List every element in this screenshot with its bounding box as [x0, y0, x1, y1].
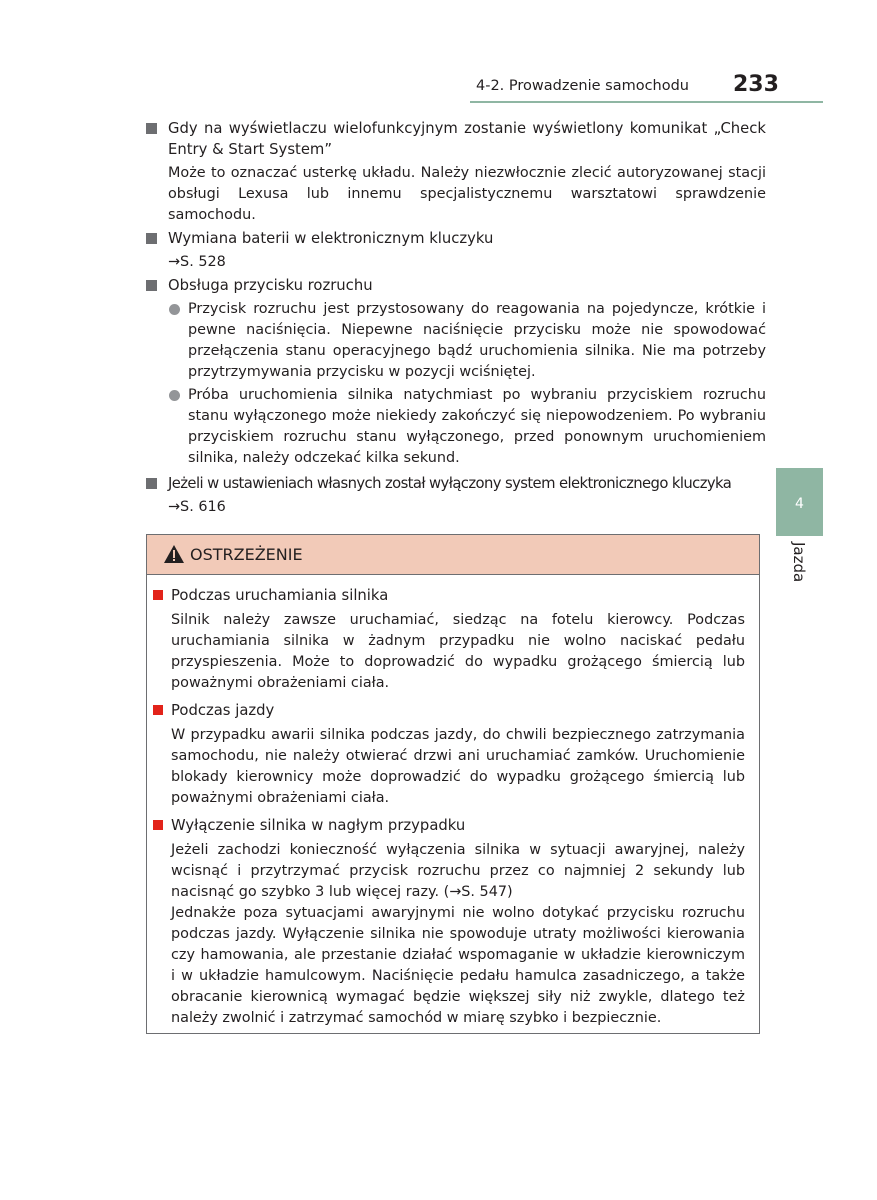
list-item: Przycisk rozruchu jest przystosowany do reagowania na pojedyncze, krótkie i pewne naciśnięcia. Niepewne naciśnięcie przycisku może nie spowodować przełączenia stanu operacyjnego bądź uruchomienia silnika. Nie ma potrzeby przytrzymywania przycisku w pozycji wciśniętej. — [146, 299, 766, 383]
page-header-section: 4-2. Prowadzenie samochodu — [476, 78, 689, 94]
page-number: 233 — [733, 72, 779, 97]
warning-item-heading: Podczas uruchamiania silnika — [153, 585, 745, 606]
square-bullet-icon — [146, 280, 157, 291]
square-bullet-icon — [146, 478, 157, 489]
page-reference-link[interactable]: →S. 616 — [168, 499, 226, 515]
header-rule — [470, 101, 823, 103]
warning-box — [146, 534, 760, 1034]
warning-item-text: W przypadku awarii silnika podczas jazdy, do chwili bezpiecznego zatrzymania samochodu, nie należy otwierać drzwi ani uruchamiać zamków. Uruchomienie blokady kierownicy może doprowadzić do wypadku grożącego śmiercią lub poważnymi obrażeniami ciała. — [171, 727, 745, 806]
warning-item-text: Silnik należy zawsze uruchamiać, siedząc na fotelu kierowcy. Podczas uruchamiania silnika w żadnym przypadku nie wolno naciskać pedału przyspieszenia. Może to doprowadzić do wypadku grożącego śmiercią lub poważnymi obrażeniami ciała. — [171, 612, 745, 691]
warning-item-text: Jednakże poza sytuacjami awaryjnymi nie wolno dotykać przycisku rozruchu podczas jazdy. Wyłączenie silnika nie spowoduje utraty możliwości kierowania czy hamowania, ale przestanie działać wspomaganie w układzie kierowniczym i w układzie hamulcowym. Naciśnięcie pedału hamulca zasadniczego, a także obracanie kierownicą wymagać będzie większej siły niż zwykle, dlatego też należy zwolnić i zatrzymać samochód w miarę szybko i bezpiecznie. — [171, 905, 745, 1026]
warning-item-heading: Wyłączenie silnika w nagłym przypadku — [153, 815, 745, 836]
circle-bullet-icon — [169, 390, 180, 401]
warning-item-heading: Podczas jazdy — [153, 700, 745, 721]
section-heading: Wymiana baterii w elektronicznym kluczyku — [146, 228, 766, 249]
circle-bullet-icon — [169, 304, 180, 315]
chapter-tab[interactable] — [776, 468, 823, 536]
red-square-icon — [153, 590, 163, 600]
section-heading: Jeżeli w ustawieniach własnych został wyłączony system elektronicznego kluczyka — [146, 473, 766, 494]
red-square-icon — [153, 820, 163, 830]
warning-triangle-icon — [163, 544, 185, 564]
warning-header — [147, 535, 759, 575]
list-item: Próba uruchomienia silnika natychmiast po wybraniu przyciskiem rozruchu stanu wyłączonego może niekiedy zakończyć się niepowodzeniem. Po wybraniu przyciskiem rozruchu stanu wyłączonego, przed ponownym uruchomieniem silnika, należy odczekać kilka sekund. — [146, 385, 766, 469]
section-battery — [146, 228, 766, 273]
warning-item-text: Jeżeli zachodzi konieczność wyłączenia silnika w sytuacji awaryjnej, należy wcisnąć i przytrzymać przycisk rozruchu przez co najmniej 2 sekundy lub nacisnąć go szybko 3 lub więcej razy. (→S. 547) — [171, 842, 745, 900]
warning-title: OSTRZEŻENIE — [190, 545, 303, 564]
chapter-tab-number: 4 — [795, 496, 804, 512]
section-check-entry — [146, 118, 766, 226]
section-smart-key-disabled — [146, 473, 766, 518]
warning-body — [147, 575, 759, 1029]
square-bullet-icon — [146, 123, 157, 134]
section-heading: Gdy na wyświetlaczu wielofunkcyjnym zostanie wyświetlony komunikat „Check Entry & Start System” — [146, 118, 766, 160]
section-start-button — [146, 275, 766, 469]
section-text: Może to oznaczać usterkę układu. Należy niezwłocznie zlecić autoryzowanej stacji obsługi Lexusa lub innemu specjalistycznemu warsztatowi sprawdzenie samochodu. — [168, 165, 766, 223]
page-reference-link[interactable]: →S. 528 — [168, 254, 226, 270]
chapter-tab-label: Jazda — [790, 542, 808, 583]
section-heading: Obsługa przycisku rozruchu — [146, 275, 766, 296]
main-content — [146, 118, 766, 520]
red-square-icon — [153, 705, 163, 715]
square-bullet-icon — [146, 233, 157, 244]
